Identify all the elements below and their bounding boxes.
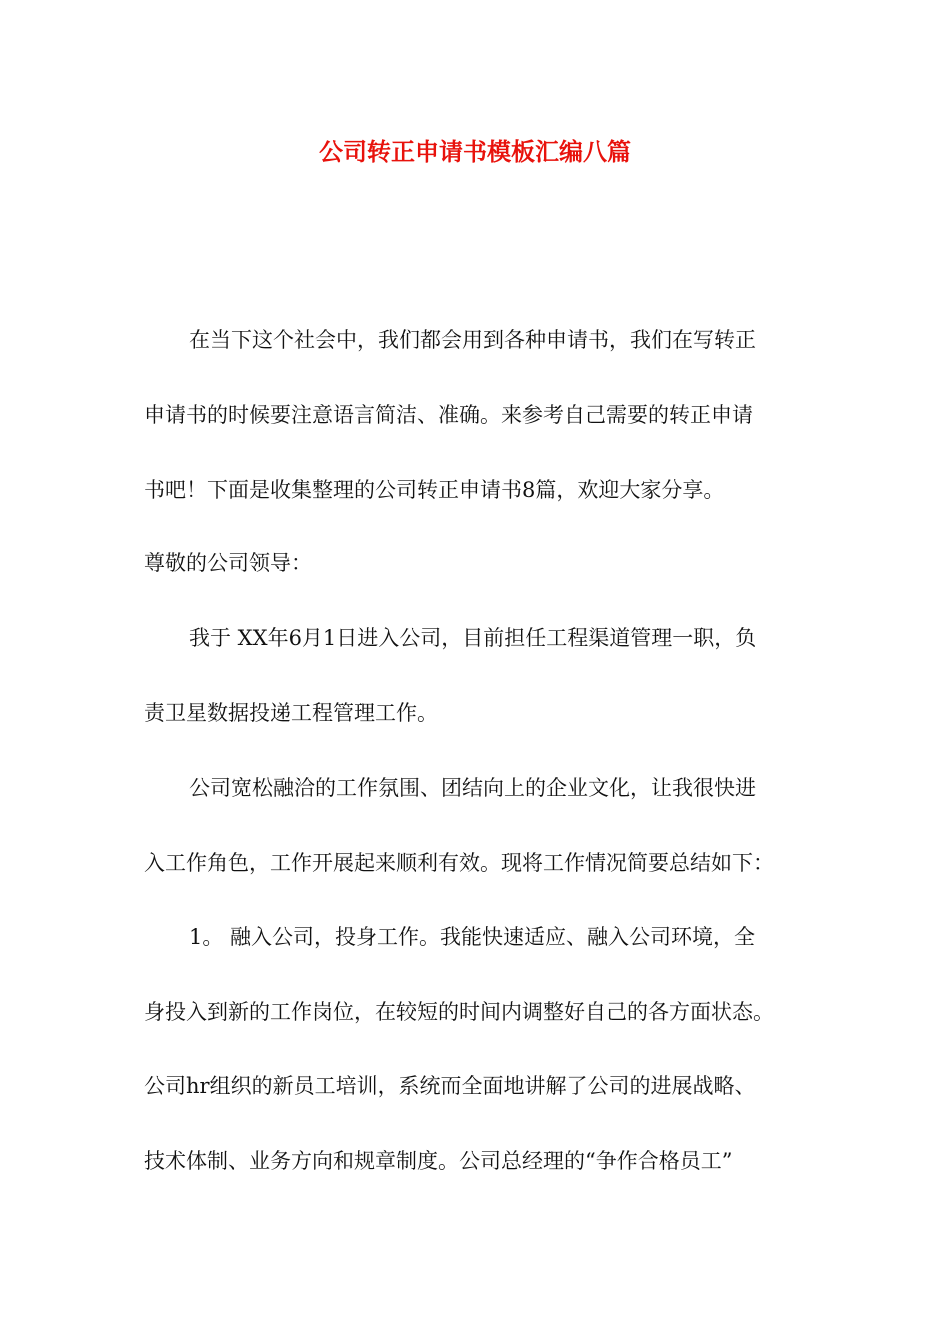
paragraph-line: 身投入到新的工作岗位，在较短的时间内调整好自己的各方面状态。 <box>144 1000 774 1024</box>
paragraph-line: 在当下这个社会中，我们都会用到各种申请书，我们在写转正 <box>189 328 756 352</box>
paragraph-line: 申请书的时候要注意语言简洁、准确。来参考自己需要的转正申请 <box>144 403 753 427</box>
paragraph-line: 我于 XX年6月1日进入公司，目前担任工程渠道管理一职，负 <box>189 626 757 650</box>
paragraph-line: 公司hr组织的新员工培训，系统而全面地讲解了公司的进展战略、 <box>144 1074 756 1098</box>
paragraph-line: 责卫星数据投递工程管理工作。 <box>144 701 438 725</box>
document-title: 公司转正申请书模板汇编八篇 <box>319 138 631 166</box>
salutation-line: 尊敬的公司领导： <box>144 551 312 575</box>
paragraph-line: 书吧！下面是收集整理的公司转正申请书8篇，欢迎大家分享。 <box>144 478 725 502</box>
paragraph-line: 入工作角色，工作开展起来顺利有效。现将工作情况简要总结如下： <box>144 851 774 875</box>
paragraph-line: 公司宽松融洽的工作氛围、团结向上的企业文化，让我很快进 <box>189 776 756 800</box>
list-item-line: 1。 融入公司，投身工作。我能快速适应、融入公司环境，全 <box>189 925 756 949</box>
paragraph-line: 技术体制、业务方向和规章制度。公司总经理的“争作合格员工” <box>144 1149 733 1173</box>
